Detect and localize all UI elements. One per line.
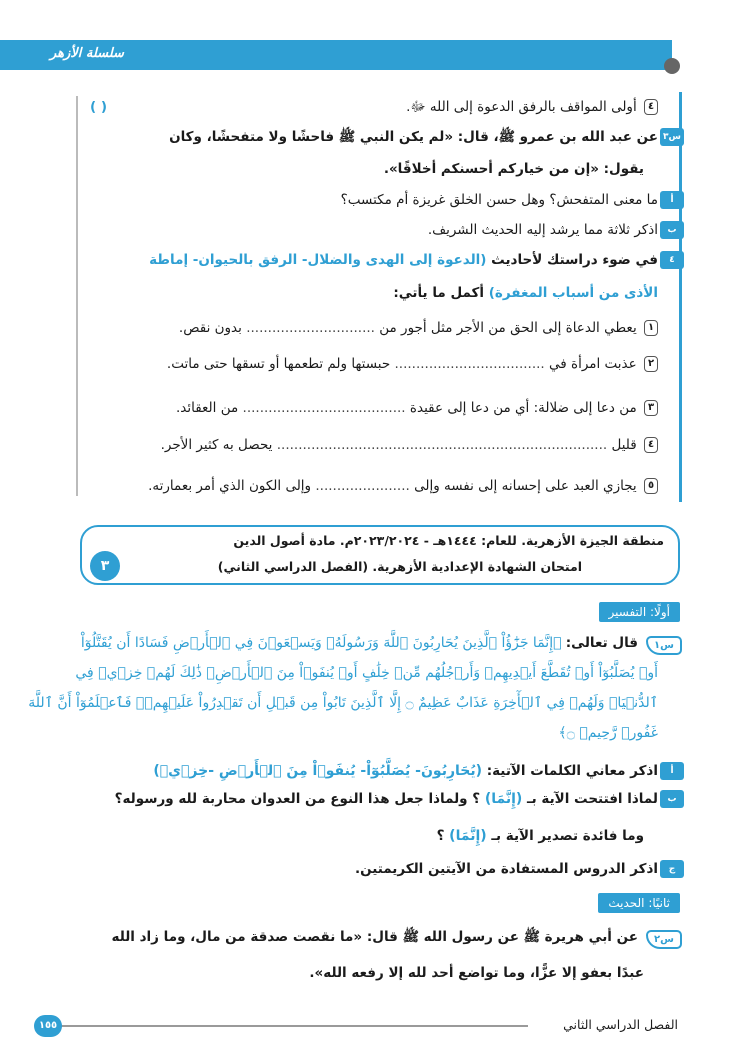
verse-line1: [80, 632, 638, 654]
question-1b-word: (إِنَّمَا): [484, 791, 523, 807]
fill-text-after: وإلى الكون الذي أمر بعمارته.: [148, 478, 312, 494]
section-side-rule: [679, 92, 682, 502]
question-4-topics: (الدعوة إلى الهدى والضلال- الرفق بالحيوان- إماطة: [149, 252, 487, 268]
item-number: ٣: [644, 400, 658, 416]
fill-text-before: قليل: [611, 437, 637, 453]
question-1b2-pre: وما فائدة تصدير الآية بـ: [491, 828, 644, 844]
verse-line2: أَوۡ يُصَلَّبُوٓاْ أَوۡ تُقَطَّعَ أَيۡدِيهِمۡ وَأَرۡجُلُهُم مِّنۡ خِلَٰفٍ أَوۡ يُنفَوۡاْ مِنَ ٱلۡأَرۡضِۚ ذَٰلِكَ لَهُمۡ خِزۡيٞ فِي: [75, 665, 658, 681]
question-3a-text: ما معنى المتفحش؟ وهل حسن الخلق غريزة أم مكتسب؟: [340, 192, 658, 208]
question-4-suffix: أكمل ما يأتي:: [393, 285, 485, 301]
item-number: ٤: [644, 437, 658, 453]
section-label-tafsir: أولًا: التفسير: [599, 602, 680, 622]
question-1a-text: اذكر معاني الكلمات الآتية:: [486, 763, 658, 779]
fill-text-before: يجازي العبد على إحسانه إلى نفسه وإلى: [414, 478, 637, 494]
item-number: ٥: [644, 478, 658, 494]
verse-text: ﴿إِنَّمَا جَزَٰٓؤُاْ ٱلَّذِينَ يُحَارِبُونَ ٱللَّهَ وَرَسُولَهُۥ وَيَسۡعَوۡنَ فِي ٱلۡأَرۡضِ فَسَادًا أَن يُقَتَّلُوٓاْ: [80, 635, 562, 651]
fill-text-after: بدون نقص.: [178, 320, 242, 336]
footer-text: الفصل الدراسي الثاني: [563, 1017, 678, 1032]
question-1a-line: [80, 760, 658, 782]
fill-item: [80, 434, 658, 456]
question-4-prefix: في ضوء دراستك لأحاديث: [491, 252, 658, 268]
question-4-tag: ٤: [660, 251, 684, 269]
fill-text-after: يحصل به كثير الأجر.: [160, 437, 273, 453]
question-1-tag: س١: [646, 636, 682, 655]
page-number: ١٥٥: [34, 1015, 62, 1037]
question-3a-tag: أ: [660, 191, 684, 209]
fill-text-before: عذبت امرأة في: [549, 356, 637, 372]
hadith-narrator: عن أبي هريرة ﷺ عن رسول الله ﷺ قال:: [366, 929, 638, 945]
verse-line3: ٱلدُّنۡيَاۖ وَلَهُمۡ فِي ٱلۡأٓخِرَةِ عَذَابٌ عَظِيمٌ ۝ إِلَّا ٱلَّذِينَ تَابُواْ مِن قَبۡلِ أَن تَقۡدِرُواْ عَلَيۡهِمۡۖ فَٱعۡلَمُوٓاْ أَنَّ ٱللَّهَ: [28, 695, 658, 711]
header-dot: [664, 58, 680, 74]
section-label-hadith: ثانيًا: الحديث: [598, 893, 680, 913]
answer-blank: ( ): [90, 99, 108, 115]
hadith-line1: [80, 926, 638, 948]
question-3b-text: اذكر ثلاثة مما يرشد إليه الحديث الشريف.: [427, 222, 658, 238]
item-number: ٢: [644, 356, 658, 372]
fill-text-before: يعطي الدعاة إلى الحق من الأجر مثل أجور من: [379, 320, 637, 336]
hadith-text: «ما نقصت صدقة من مال، وما زاد الله: [111, 929, 363, 945]
question-1c-text: اذكر الدروس المستفادة من الآيتين الكريمتين.: [354, 861, 658, 877]
exam-number-badge: ٣: [90, 551, 120, 581]
question-1a-tag: أ: [660, 762, 684, 780]
footer-divider: [58, 1025, 528, 1027]
question-3b-tag: ب: [660, 221, 684, 239]
question-2-tag: س٢: [646, 930, 682, 949]
verse-intro: قال تعالى:: [565, 635, 638, 651]
question-1b-line2: [80, 825, 644, 847]
question-3-line2: يقول: «إن من خياركم أحسنكم أخلاقًا».: [383, 161, 644, 177]
question-1b-tag: ب: [660, 790, 684, 808]
hadith-line2: عبدًا بعفو إلا عزًّا، وما تواضع أحد لله إلا رفعه الله».: [309, 965, 644, 981]
item-number: ٤: [644, 99, 658, 115]
question-1c-tag: ج: [660, 860, 684, 878]
fill-text-before: من دعا إلى ضلالة: أي من دعا إلى عقيدة: [409, 400, 637, 416]
exam-info-box: [80, 525, 680, 585]
exam-info-line2: امتحان الشهادة الإعدادية الأزهرية. (الفصل الدراسي الثاني): [217, 559, 582, 574]
question-1b2-word: (إِنَّمَا): [449, 828, 487, 844]
fill-blank[interactable]: ...................................: [394, 356, 545, 372]
fill-blank[interactable]: ......................................: [242, 400, 406, 416]
fill-item: [80, 475, 658, 497]
question-1b-post: ؟ ولماذا جعل هذا النوع من العدوان محاربة لله ورسوله؟: [114, 791, 481, 807]
item-number: ١: [644, 320, 658, 336]
item-4-text: أولى المواقف بالرفق الدعوة إلى الله ﷻ.: [406, 99, 637, 115]
question-4-topics-cont: الأذى من أسباب المغفرة): [488, 285, 658, 301]
verse-line4: غَفُورٞ رَّحِيمٞ ۝﴾: [558, 725, 658, 741]
fill-text-after: من العقائد.: [175, 400, 239, 416]
exam-info-line1: منطقة الجيزة الأزهرية. للعام: ١٤٤٤هـ - ٢٠٢٣/٢٠٢٤م. مادة أصول الدين: [233, 533, 664, 548]
header-bar: [0, 40, 672, 70]
question-3-line1: عن عبد الله بن عمرو ﷺ، قال: «لم يكن النبي ﷺ فاحشًا ولا متفحشًا، وكان: [169, 129, 658, 145]
question-1a-words: (يُحَارِبُونَ- يُصَلَّبُوٓاْ- يُنفَوۡاْ مِنَ ٱلۡأَرۡضِ -خِزۡيٞ): [153, 763, 483, 779]
question-4-line2: [80, 282, 658, 304]
question-3-tag: س٣: [660, 128, 684, 146]
question-1b-line1: [80, 788, 658, 810]
series-logo: سلسلة الأزهر: [50, 46, 124, 61]
fill-text-after: حبستها ولم تطعمها أو تسقها حتى ماتت.: [166, 356, 391, 372]
question-4-line1: [80, 249, 658, 271]
fill-blank[interactable]: .............................................................................: [276, 437, 608, 453]
fill-item: [80, 397, 658, 419]
question-1b-pre: لماذا افتتحت الآية بـ: [527, 791, 658, 807]
fill-item: [80, 353, 658, 375]
section-left-rule: [76, 96, 78, 496]
fill-blank[interactable]: ..............................: [246, 320, 375, 336]
fill-item: [80, 317, 658, 339]
item-4-line: [80, 96, 658, 118]
fill-blank[interactable]: ......................: [315, 478, 410, 494]
question-1b2-post: ؟: [436, 828, 445, 844]
